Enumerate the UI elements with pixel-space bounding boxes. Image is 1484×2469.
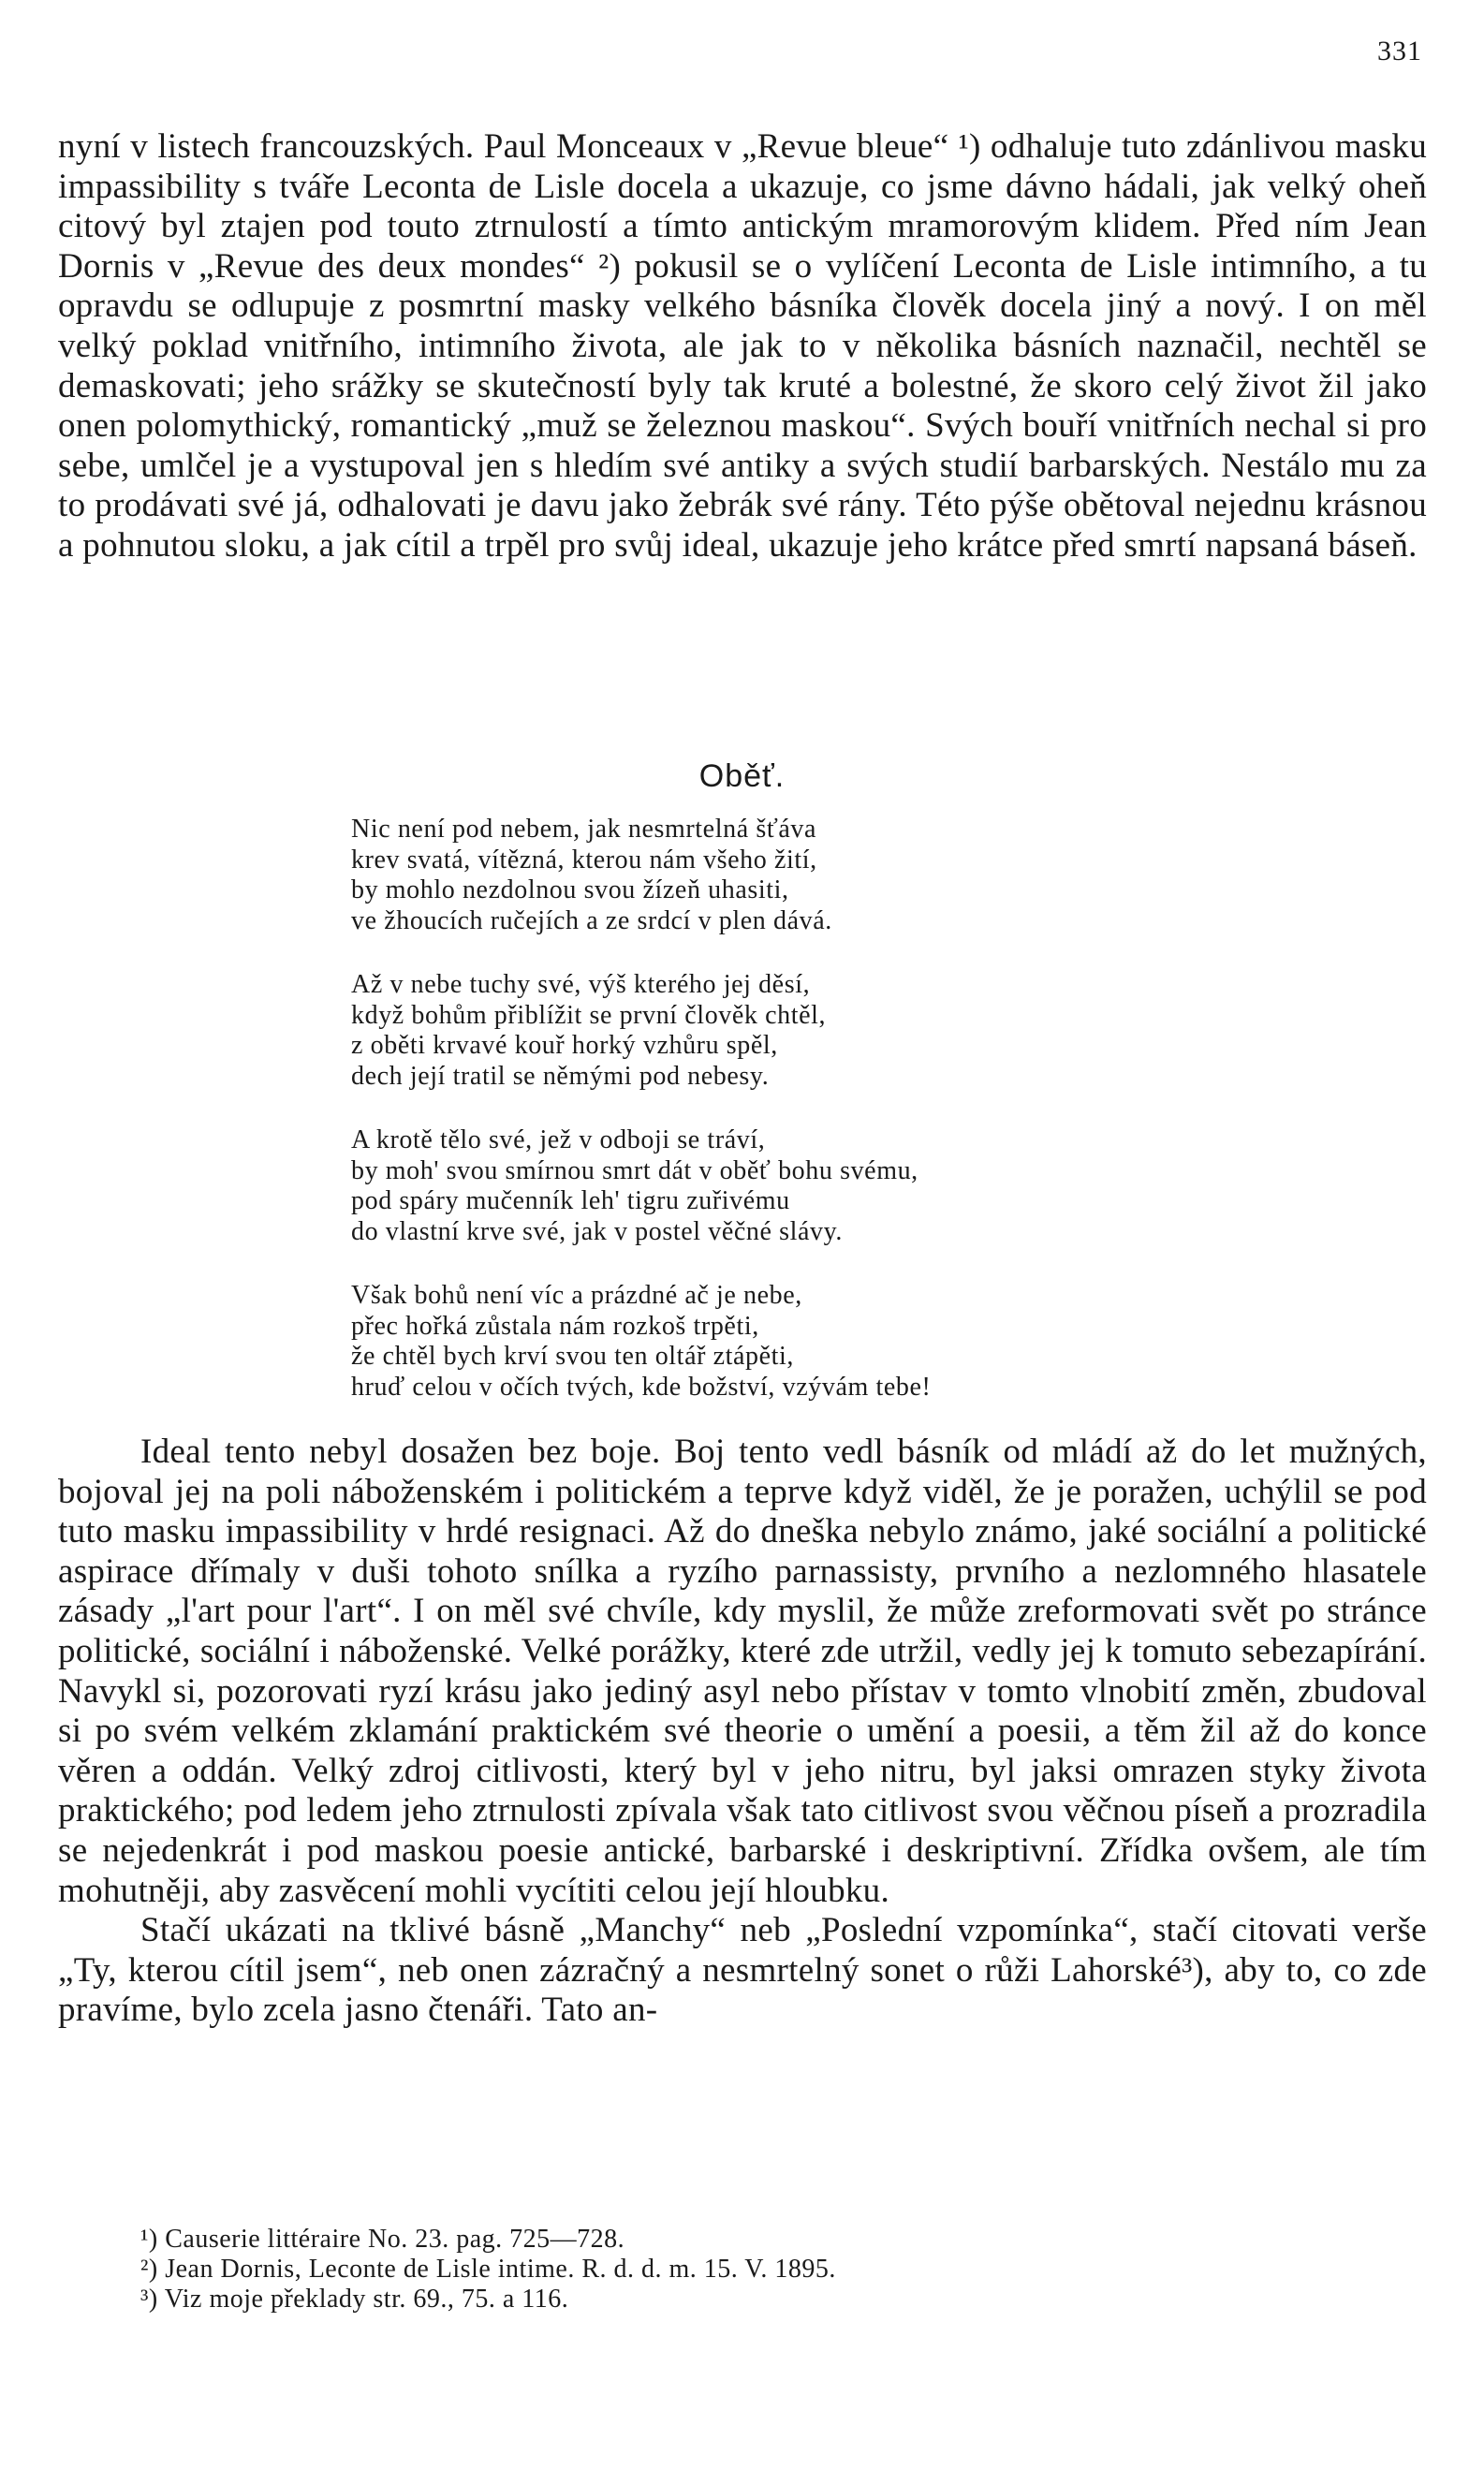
poem-stanza-4 [351, 1281, 1156, 1403]
poem-line: Až v nebe tuchy své, výš kterého jej děsí, [351, 970, 811, 999]
paragraph-2-block [58, 1433, 1427, 2031]
footnote-2: ²) Jean Dornis, Leconte de Lisle intime. R. d. d. m. 15. V. 1895. [140, 2255, 836, 2284]
poem-stanza-2 [351, 970, 1156, 1092]
footnote-1: ¹) Causerie littéraire No. 23. pag. 725—728. [140, 2225, 625, 2254]
paragraph-1 [58, 127, 1427, 566]
footnotes [140, 2225, 1358, 2315]
poem-line: by mohlo nezdolnou svou žízeň uhasiti, [351, 875, 789, 904]
poem [351, 815, 1156, 1436]
poem-line: přec hořká zůstala nám rozkoš trpěti, [351, 1311, 759, 1341]
poem-line: do vlastní krve své, jak v postel věčné slávy. [351, 1216, 843, 1246]
poem-line: pod spáry mučenník leh' tigru zuřivému [351, 1186, 790, 1215]
poem-line: Nic není pod nebem, jak nesmrtelná šťáva [351, 815, 817, 844]
poem-line: z oběti krvavé kouř horký vzhůru spěl, [351, 1031, 778, 1060]
poem-line: dech její tratil se němými pod nebesy. [351, 1061, 770, 1091]
poem-line: by moh' svou smírnou smrt dát v oběť bohu svému, [351, 1155, 918, 1185]
poem-stanza-1 [351, 815, 1156, 936]
poem-line: že chtěl bych krví svou ten oltář ztápěti, [351, 1342, 795, 1371]
paragraph-3: Stačí ukázati na tklivé básně „Manchy“ neb „Poslední vzpomínka“, stačí citovati verše „Ty, kterou cítil jsem“, neb onen zázračný a nesmrtelný sonet o růži Lahorské³), aby to, co zde pravíme, bylo zcela jasno čtenáři. Tato an- [58, 1911, 1427, 2030]
paragraph-2: Ideal tento nebyl dosažen bez boje. Boj tento vedl básník od mládí až do let mužných, bojoval jej na poli náboženském i politickém a teprve když viděl, že je poražen, uchýlil se pod tuto masku impassibility v hrdé resignaci. Až do dneška nebylo známo, jaké sociální a politické aspirace dřímaly v duši tohoto snílka a ryzího parnassisty, prvního a nezlomného hlasatele zásady „l'art pour l'art“. I on měl své chvíle, kdy myslil, že může zreformovati svět po stránce politické, sociální i náboženské. Velké porážky, které zde utržil, vedly jej k tomuto sebezapírání. Navykl si, pozorovati ryzí krásu jako jediný asyl nebo přístav v tomto vlnobití změn, zbudoval si po svém velkém zklamání praktickém své theorie o umění a poesii, a těm žil až do konce věren a oddán. Velký zdroj citlivosti, který byl v jeho nitru, byl jaksi omrazen styky života praktického; pod ledem jeho ztrnulosti zpívala však tato citlivost svou věčnou píseň a prozradila se nejedenkrát i pod maskou poesie antické, barbarské i deskriptivní. Zřídka ovšem, ale tím mohutněji, aby zasvěcení mohli vycítiti celou její hloubku. [58, 1433, 1427, 1910]
paragraph-1-text: nyní v listech francouzských. Paul Monceaux v „Revue bleue“ ¹) odhaluje tuto zdánlivou masku impassibility s tváře Leconta de Lisle docela a ukazuje, co jsme dávno hádali, jak velký oheň citový byl ztajen pod touto ztrnulostí a tímto antickým mramorovým klidem. Před ním Jean Dornis v „Revue des deux mondes“ ²) pokusil se o vylíčení Leconta de Lisle intimního, a tu opravdu se odlupuje z posmrtní masky velkého básníka člověk docela jiný a nový. I on měl velký poklad vnitřního, intimního života, ale jak to v několika básních naznačil, nechtěl se demaskovati; jeho srážky se skutečností byly tak kruté a bolestné, že skoro celý život žil jako onen polomythický, romantický „muž se železnou maskou“. Svých bouří vnitřních nechal si pro sebe, umlčel je a vystupoval jen s hledím své antiky a svých studií barbarských. Nestálo mu za to prodávati své já, odhalovati je davu jako žebrák své rány. Této pýše obětoval nejednu krásnou a pohnutou sloku, a jak cítil a trpěl pro svůj ideal, ukazuje jeho krátce před smrtí napsaná báseň. [58, 127, 1427, 565]
poem-line: A krotě tělo své, jež v odboji se tráví, [351, 1125, 766, 1154]
poem-line: ve žhoucích ručejích a ze srdcí v plen dává. [351, 905, 832, 935]
poem-line: Však bohů není víc a prázdné ač je nebe, [351, 1281, 802, 1310]
poem-title: Oběť. [698, 758, 786, 794]
page-number: 331 [1377, 36, 1422, 66]
footnote-3: ³) Viz moje překlady str. 69., 75. a 116. [140, 2285, 569, 2314]
poem-line: když bohům přiblížit se první člověk chtěl, [351, 1000, 827, 1030]
poem-stanza-3 [351, 1125, 1156, 1247]
poem-line: krev svatá, vítězná, kterou nám všeho žití, [351, 845, 817, 874]
poem-line: hruď celou v očích tvých, kde božství, vzývám tebe! [351, 1372, 932, 1402]
